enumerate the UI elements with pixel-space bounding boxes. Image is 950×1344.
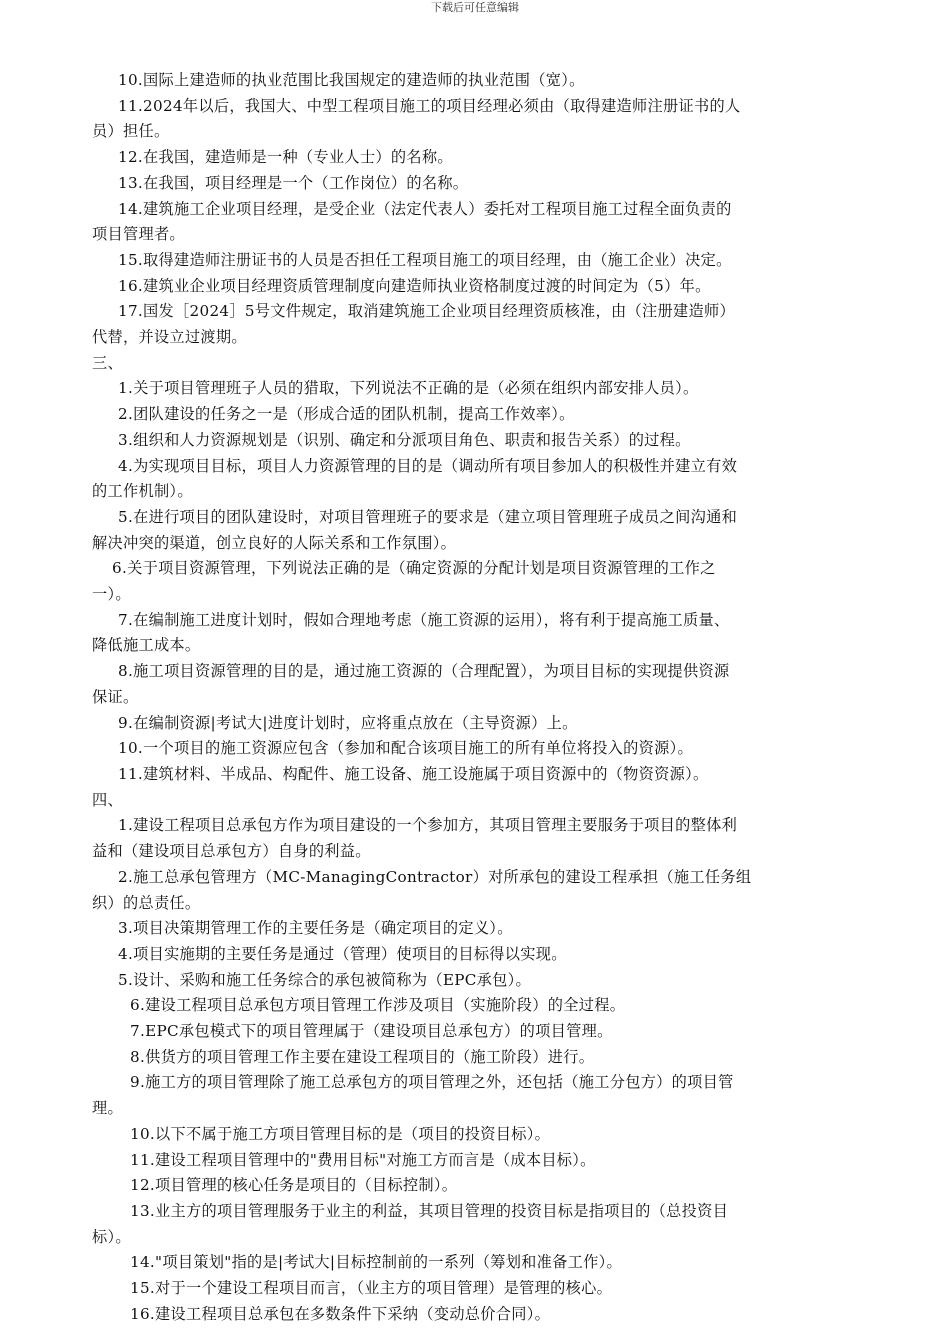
text-line: 的工作机制）。: [92, 482, 193, 501]
text-line: 益和（建设项目总承包方）自身的利益。: [92, 842, 371, 861]
text-line: 14.建筑施工企业项目经理，是受企业（法定代表人）委托对工程项目施工过程全面负责的: [118, 199, 732, 218]
text-line: 标）。: [92, 1227, 131, 1246]
text-line: 10.国际上建造师的执业范围比我国规定的建造师的执业范围（宽）。: [118, 71, 585, 89]
text-line: 7.EPC承包模式下的项目管理属于（建设项目总承包方）的项目管理。: [130, 1022, 613, 1041]
text-line: 降低施工成本。: [92, 636, 201, 655]
text-line: 2.团队建设的任务之一是（形成合适的团队机制，提高工作效率）。: [118, 405, 575, 424]
text-line: 16.建筑业企业项目经理资质管理制度向建造师执业资格制度过渡的时间定为（5）年。: [118, 276, 711, 295]
text-line: 3.项目决策期管理工作的主要任务是（确定项目的定义）。: [118, 919, 513, 938]
text-line: 7.在编制施工进度计划时，假如合理地考虑（施工资源的运用），将有利于提高施工质量、: [118, 610, 730, 629]
text-line: 14."项目策划"指的是|考试大|目标控制前的一系列（筹划和准备工作）。: [130, 1253, 622, 1272]
text-line: 5.设计、采购和施工任务综合的承包被简称为（EPC承包）。: [118, 970, 532, 989]
text-line: 9.在编制资源|考试大|进度计划时，应将重点放在（主导资源）上。: [118, 713, 578, 732]
text-line: 13.在我国，项目经理是一个（工作岗位）的名称。: [118, 173, 469, 192]
text-line: 4.项目实施期的主要任务是通过（管理）使项目的目标得以实现。: [118, 944, 567, 963]
text-line: 10.一个项目的施工资源应包含（参加和配合该项目施工的所有单位将投入的资源）。: [118, 739, 694, 758]
text-line: 2.施工总承包管理方（MC-ManagingContractor）对所承包的建设工程承担（施工任务组: [118, 867, 752, 886]
text-line: 16.建设工程项目总承包在多数条件下采纳（变动总价合同）。: [130, 1304, 551, 1323]
text-line: 10.以下不属于施工方项目管理目标的是（项目的投资目标）。: [130, 1124, 551, 1143]
text-line: 一）。: [92, 585, 131, 604]
text-line: 四、: [92, 790, 123, 809]
text-line: 5.在进行项目的团队建设时，对项目管理班子的要求是（建立项目管理班子成员之间沟通和: [118, 507, 738, 526]
text-line: 三、: [92, 353, 123, 372]
text-line: 4.为实现项目目标，项目人力资源管理的目的是（调动所有项目参加人的积极性并建立有效: [118, 456, 738, 475]
text-line: 12.在我国，建造师是一种（专业人士）的名称。: [118, 148, 453, 167]
text-line: 6.关于项目资源管理，下列说法正确的是（确定资源的分配计划是项目资源管理的工作之: [112, 559, 716, 578]
text-line: 解决冲突的渠道，创立良好的人际关系和工作氛围）。: [92, 533, 457, 552]
text-line: 13.业主方的项目管理服务于业主的利益，其项目管理的投资目标是指项目的（总投资目: [130, 1201, 729, 1220]
text-line: 9.施工方的项目管理除了施工总承包方的项目管理之外，还包括（施工分包方）的项目管: [130, 1073, 734, 1092]
text-line: 理。: [92, 1099, 123, 1118]
page-header: 下载后可任意编辑: [431, 1, 519, 14]
text-line: 8.施工项目资源管理的目的是，通过施工资源的（合理配置），为项目目标的实现提供资源: [118, 662, 730, 681]
text-line: 12.项目管理的核心任务是项目的（目标控制）。: [130, 1176, 458, 1195]
text-line: 11.建筑材料、半成品、构配件、施工设备、施工设施属于项目资源中的（物资资源）。: [118, 764, 709, 783]
text-line: 保证。: [92, 687, 139, 706]
text-line: 代替，并设立过渡期。: [92, 328, 247, 347]
text-line: 项目管理者。: [92, 225, 185, 244]
text-line: 织）的总责任。: [92, 893, 201, 912]
text-line: 6.建设工程项目总承包方项目管理工作涉及项目（实施阶段）的全过程。: [130, 996, 626, 1015]
text-line: 17.国发［2024］5号文件规定，取消建筑施工企业项目经理资质核准，由（注册建造师）: [118, 302, 735, 321]
text-line: 1.建设工程项目总承包方作为项目建设的一个参加方，其项目管理主要服务于项目的整体利: [118, 816, 738, 835]
document-body: [92, 68, 884, 1327]
text-line: 11.建设工程项目管理中的"费用目标"对施工方而言是（成本目标）。: [130, 1150, 596, 1169]
text-line: 3.组织和人力资源规划是（识别、确定和分派项目角色、职责和报告关系）的过程。: [118, 430, 691, 449]
text-line: 员）担任。: [92, 122, 170, 141]
text-line: 15.对于一个建设工程项目而言，（业主方的项目管理）是管理的核心。: [130, 1279, 613, 1298]
text-line: 15.取得建造师注册证书的人员是否担任工程项目施工的项目经理，由（施工企业）决定。: [118, 250, 732, 269]
text-line: 11.2024年以后，我国大、中型工程项目施工的项目经理必须由（取得建造师注册证书的人: [118, 96, 741, 115]
text-line: 8.供货方的项目管理工作主要在建设工程项目的（施工阶段）进行。: [130, 1047, 595, 1066]
text-line: 1.关于项目管理班子人员的猎取，下列说法不正确的是（必须在组织内部安排人员）。: [118, 379, 699, 398]
